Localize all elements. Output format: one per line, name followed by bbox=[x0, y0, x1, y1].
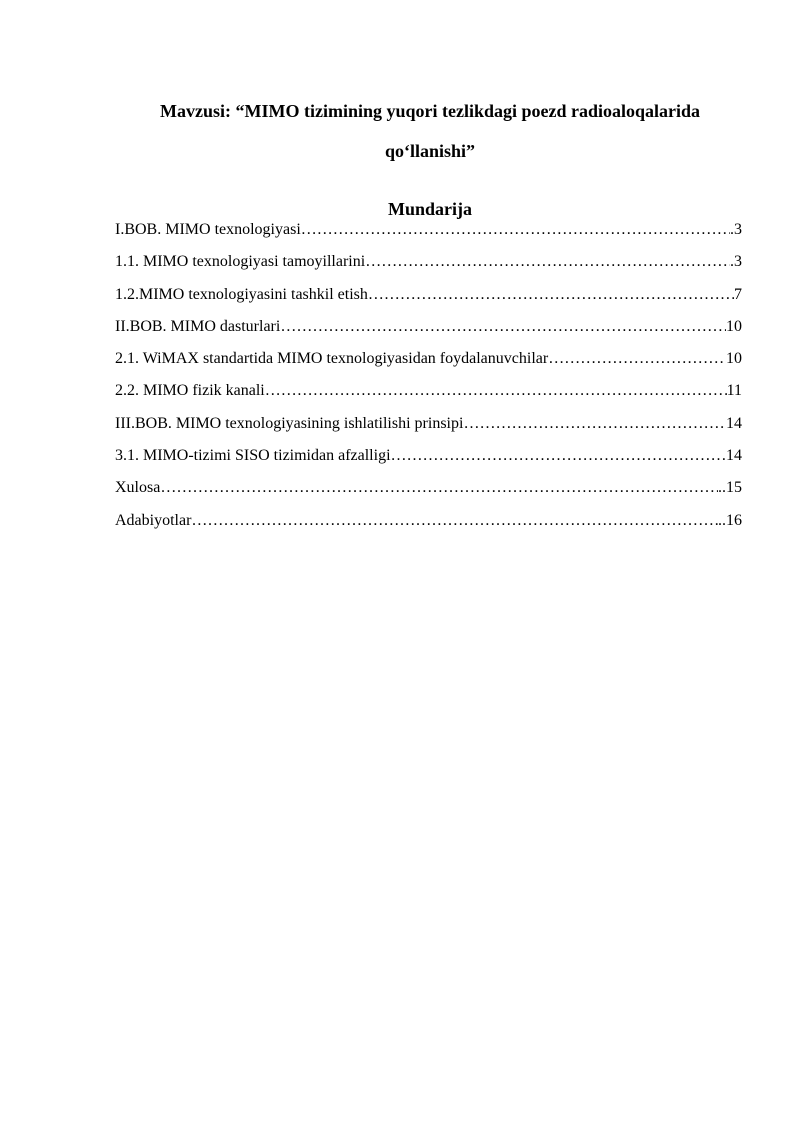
toc-heading: Mundarija bbox=[387, 199, 472, 219]
toc-entry bbox=[115, 348, 742, 380]
toc-entry-page: 10 bbox=[726, 317, 742, 335]
toc-leader-dots bbox=[265, 380, 727, 402]
toc-entry bbox=[115, 316, 742, 348]
toc-entry-page: 14 bbox=[726, 414, 742, 432]
toc-entry-label: 1.1. MIMO texnologiyasi tamoyillarini bbox=[115, 253, 366, 271]
toc-entry-label: 2.1. WiMAX standartida MIMO texnologiyasidan foydalanuvchilar bbox=[115, 350, 549, 368]
toc-entry-page: .3 bbox=[730, 253, 742, 271]
toc-entry-page: ..15 bbox=[718, 479, 742, 497]
toc-entry-label: 2.2. MIMO fizik kanali bbox=[115, 382, 265, 400]
toc-entry-label: II.BOB. MIMO dasturlari bbox=[115, 317, 281, 335]
toc-leader-dots bbox=[548, 348, 726, 370]
toc-leader-dots bbox=[365, 251, 730, 273]
toc-entry bbox=[115, 445, 742, 477]
toc-leader-dots bbox=[191, 510, 718, 532]
toc-entry bbox=[115, 251, 742, 283]
toc-entry bbox=[115, 219, 742, 251]
toc-leader-dots bbox=[463, 413, 726, 435]
toc-entry bbox=[115, 477, 742, 509]
toc-entry-page: ..16 bbox=[718, 511, 742, 529]
toc-entry-page: .3 bbox=[730, 221, 742, 238]
toc-entry-page: 10 bbox=[726, 350, 742, 368]
toc-entry-label: Xulosa bbox=[115, 479, 161, 497]
toc-leader-dots bbox=[301, 219, 730, 241]
toc-leader-dots bbox=[280, 316, 726, 338]
toc-entry bbox=[115, 413, 742, 445]
document-title-line-1: Mavzusi: “MIMO tizimining yuqori tezlikdagi poezd radioaloqalarida bbox=[160, 101, 700, 121]
toc-entry-label: 1.2.MIMO texnologiyasini tashkil etish bbox=[115, 285, 368, 303]
toc-entry-label: Adabiyotlar bbox=[115, 511, 192, 529]
toc-entry-page: 11 bbox=[726, 382, 742, 400]
toc-entry bbox=[115, 284, 742, 316]
toc-entry-label: 3.1. MIMO-tizimi SISO tizimidan afzalligi bbox=[115, 447, 391, 465]
toc-leader-dots bbox=[391, 445, 726, 467]
toc-entry-label: III.BOB. MIMO texnologiyasining ishlatilishi prinsipi bbox=[115, 414, 464, 432]
table-of-contents bbox=[115, 219, 742, 542]
toc-leader-dots bbox=[368, 284, 734, 306]
document-title-line-2: qo‘llanishi” bbox=[384, 141, 476, 161]
toc-entry-page: 7 bbox=[734, 285, 742, 303]
toc-entry bbox=[115, 380, 742, 412]
toc-entry bbox=[115, 510, 742, 542]
toc-leader-dots bbox=[160, 477, 718, 499]
toc-entry-page: 14 bbox=[726, 447, 742, 465]
toc-entry-label: I.BOB. MIMO texnologiyasi bbox=[115, 221, 301, 238]
